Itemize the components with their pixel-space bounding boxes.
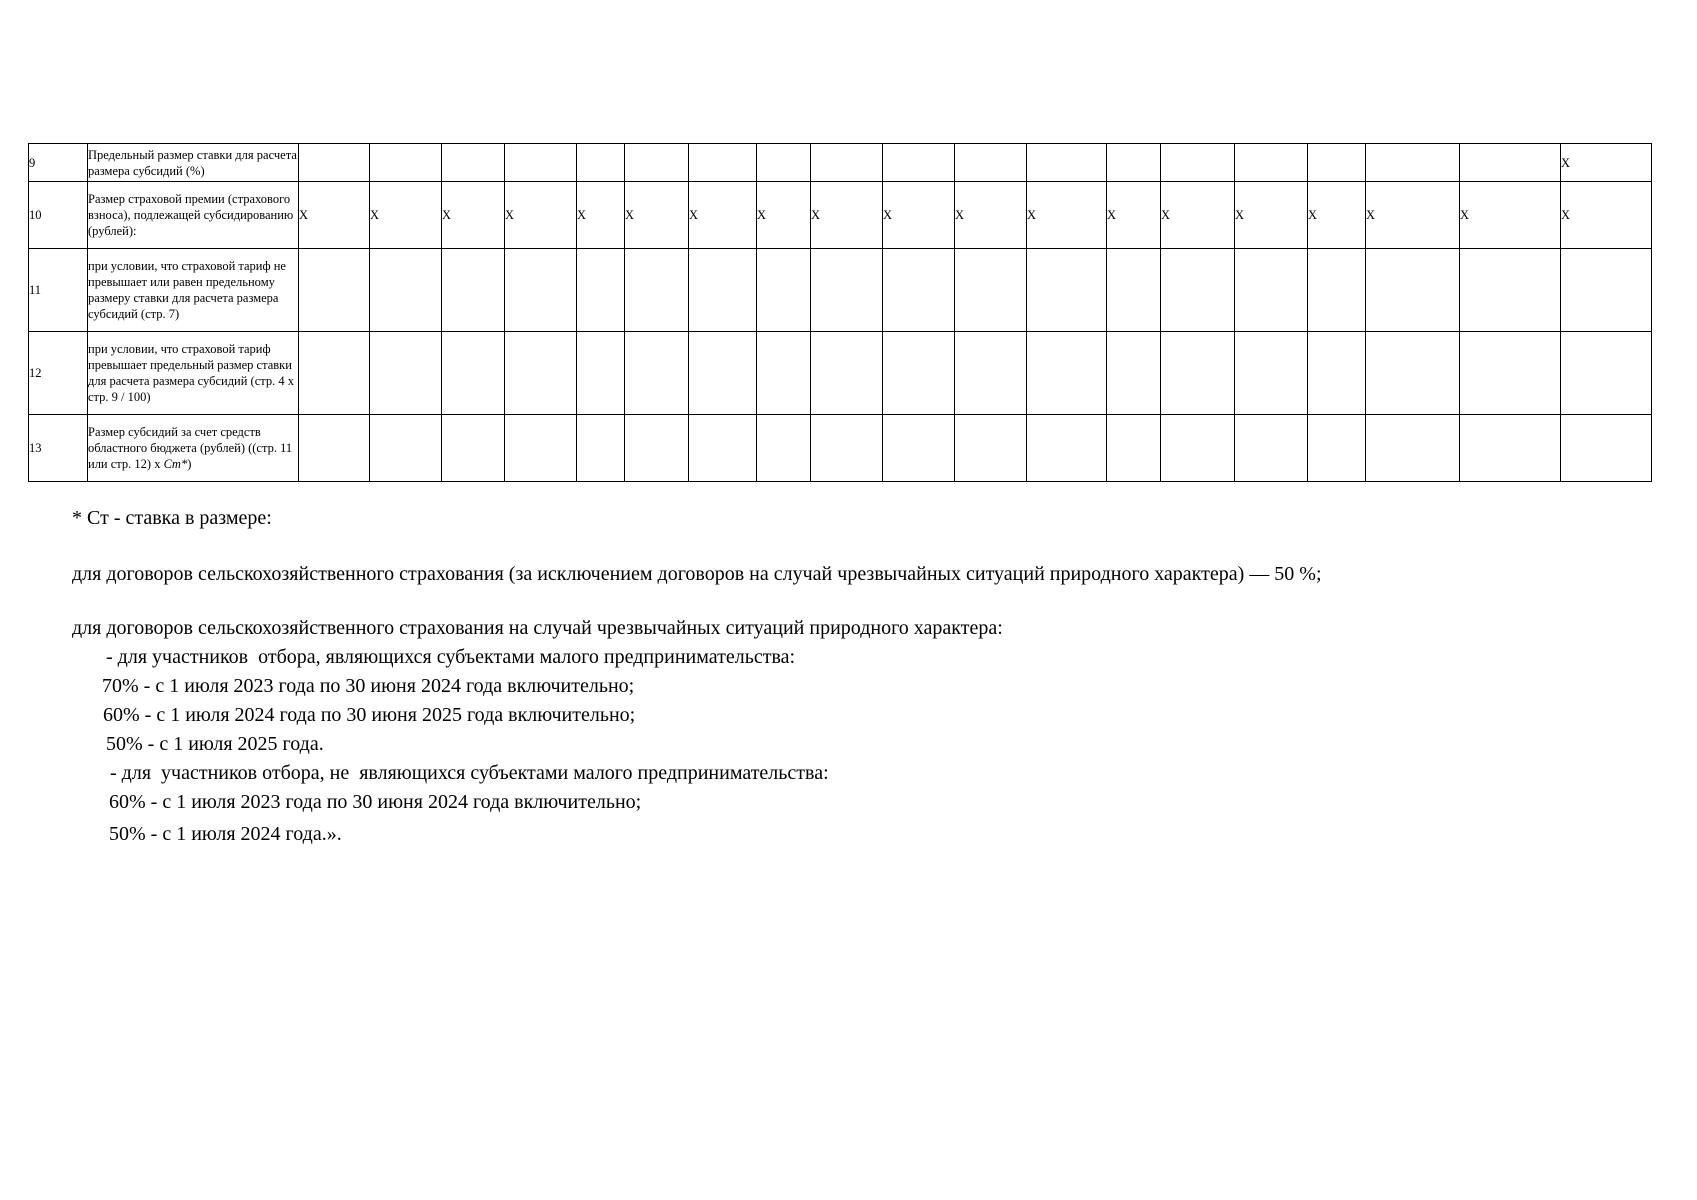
table-cell xyxy=(442,144,505,182)
table-cell xyxy=(1161,249,1235,332)
table-cell-x: Х xyxy=(370,182,442,249)
table-cell xyxy=(1107,249,1161,332)
table-cell xyxy=(689,415,757,482)
table-cell xyxy=(1561,249,1652,332)
table-cell xyxy=(689,144,757,182)
table-cell xyxy=(757,249,811,332)
table-row xyxy=(29,144,1652,182)
table-row xyxy=(29,249,1652,332)
table-cell-x: Х xyxy=(1561,144,1652,182)
table-cell xyxy=(1107,332,1161,415)
table-cell xyxy=(505,144,577,182)
footnote-line: - для участников отбора, являющихся субъектами малого предпринимательства: xyxy=(106,646,796,668)
table-cell xyxy=(811,332,883,415)
row-label-end: ) xyxy=(187,457,192,471)
table-row xyxy=(29,332,1652,415)
table-cell xyxy=(883,249,955,332)
table-cell xyxy=(811,144,883,182)
table-cell xyxy=(299,144,370,182)
table-cell xyxy=(689,332,757,415)
table-cell xyxy=(1027,332,1107,415)
table-cell xyxy=(1366,332,1460,415)
table-cell xyxy=(1027,144,1107,182)
table-cell xyxy=(577,332,625,415)
table-cell xyxy=(757,415,811,482)
table-cell xyxy=(1460,415,1561,482)
table-cell xyxy=(625,415,689,482)
table-cell xyxy=(1460,249,1561,332)
table-cell xyxy=(955,144,1027,182)
table-cell xyxy=(625,144,689,182)
footnote-line: 70% - с 1 июля 2023 года по 30 июня 2024 года включительно; xyxy=(102,675,635,697)
table-cell-x: Х xyxy=(811,182,883,249)
row-label: Размер страховой премии (страхового взноса), подлежащей субсидированию (рублей): xyxy=(88,182,299,249)
row-label xyxy=(88,415,299,482)
row-number: 10 xyxy=(29,182,88,249)
table-cell xyxy=(757,332,811,415)
footnote-line: - для участников отбора, не являющихся субъектами малого предпринимательства: xyxy=(110,762,829,784)
table-cell xyxy=(1308,144,1366,182)
table-cell xyxy=(505,332,577,415)
table-cell xyxy=(370,332,442,415)
row-number: 13 xyxy=(29,415,88,482)
table-cell xyxy=(577,249,625,332)
table-cell xyxy=(1460,332,1561,415)
table-cell xyxy=(1366,249,1460,332)
table-cell xyxy=(1161,415,1235,482)
table-cell xyxy=(442,249,505,332)
table-cell xyxy=(689,249,757,332)
table-cell-x: Х xyxy=(689,182,757,249)
table-cell xyxy=(1027,249,1107,332)
table-cell xyxy=(1366,144,1460,182)
table-cell xyxy=(370,144,442,182)
footnote-rate-heading: * Ст - ставка в размере: xyxy=(72,507,272,529)
table-row xyxy=(29,182,1652,249)
subsidy-calculation-table xyxy=(28,143,1652,482)
table-cell xyxy=(883,144,955,182)
row-number: 9 xyxy=(29,144,88,182)
table-cell xyxy=(1561,332,1652,415)
table-cell-x: Х xyxy=(577,182,625,249)
table-cell-x: Х xyxy=(1308,182,1366,249)
table-cell xyxy=(370,415,442,482)
table-cell-x: Х xyxy=(883,182,955,249)
row-number: 11 xyxy=(29,249,88,332)
table-cell xyxy=(299,249,370,332)
table-cell xyxy=(577,415,625,482)
table-cell xyxy=(625,332,689,415)
table-cell xyxy=(883,332,955,415)
table-cell-x: Х xyxy=(955,182,1027,249)
table-cell xyxy=(299,415,370,482)
row-label: при условии, что страховой тариф не превышает или равен предельному размеру ставки для расчета размера субсидий (стр. 7) xyxy=(88,249,299,332)
table-cell-x: Х xyxy=(1366,182,1460,249)
table-cell xyxy=(505,415,577,482)
table-cell-x: Х xyxy=(505,182,577,249)
table-cell xyxy=(811,415,883,482)
table-cell-x: Х xyxy=(625,182,689,249)
table-cell-x: Х xyxy=(1161,182,1235,249)
table-cell xyxy=(1561,415,1652,482)
footnote-emergency-heading: для договоров сельскохозяйственного страхования на случай чрезвычайных ситуаций природного характера: xyxy=(72,617,1003,639)
table-cell xyxy=(955,332,1027,415)
table-cell-x: Х xyxy=(1107,182,1161,249)
row-label: Предельный размер ставки для расчета размера субсидий (%) xyxy=(88,144,299,182)
footnote-line: 50% - с 1 июля 2025 года. xyxy=(106,733,324,755)
table-cell xyxy=(370,249,442,332)
table-cell-x: Х xyxy=(1561,182,1652,249)
table-cell xyxy=(1308,415,1366,482)
table-cell xyxy=(1161,144,1235,182)
row-label: при условии, что страховой тариф превышает предельный размер ставки для расчета размера субсидий (стр. 4 х стр. 9 / 100) xyxy=(88,332,299,415)
table-cell xyxy=(1235,332,1308,415)
table-cell xyxy=(1107,144,1161,182)
table-row xyxy=(29,415,1652,482)
table-cell-x: Х xyxy=(1027,182,1107,249)
table-cell-x: Х xyxy=(757,182,811,249)
table-cell-x: Х xyxy=(1460,182,1561,249)
table-cell xyxy=(1027,415,1107,482)
row-number: 12 xyxy=(29,332,88,415)
row-label-text: Размер субсидий за счет средств областного бюджета (рублей) ((стр. 11 или стр. 12) х xyxy=(88,425,293,471)
table-cell xyxy=(299,332,370,415)
table-cell xyxy=(1460,144,1561,182)
footnote-line: 60% - с 1 июля 2023 года по 30 июня 2024 года включительно; xyxy=(109,791,642,813)
table-cell xyxy=(442,332,505,415)
table-cell xyxy=(505,249,577,332)
footnote-line: 60% - с 1 июля 2024 года по 30 июня 2025 года включительно; xyxy=(103,704,636,726)
table-cell xyxy=(955,249,1027,332)
table-cell xyxy=(757,144,811,182)
table-cell xyxy=(883,415,955,482)
table-cell xyxy=(811,249,883,332)
table-cell xyxy=(1161,332,1235,415)
table-cell xyxy=(1235,415,1308,482)
table-cell xyxy=(1366,415,1460,482)
table-cell-x: Х xyxy=(299,182,370,249)
table-cell xyxy=(1235,249,1308,332)
table-cell-x: Х xyxy=(442,182,505,249)
table-cell xyxy=(577,144,625,182)
table-cell xyxy=(1308,332,1366,415)
footnote-general-rate: для договоров сельскохозяйственного страхования (за исключением договоров на случай чрезвычайных ситуаций природного характера) — 50 %; xyxy=(72,563,1322,585)
table-cell xyxy=(1308,249,1366,332)
rate-symbol: Cm* xyxy=(163,457,188,471)
table-cell xyxy=(625,249,689,332)
footnote-line: 50% - с 1 июля 2024 года.». xyxy=(109,823,342,845)
table-cell-x: Х xyxy=(1235,182,1308,249)
table-cell xyxy=(1107,415,1161,482)
table-cell xyxy=(442,415,505,482)
table-cell xyxy=(955,415,1027,482)
table-cell xyxy=(1235,144,1308,182)
